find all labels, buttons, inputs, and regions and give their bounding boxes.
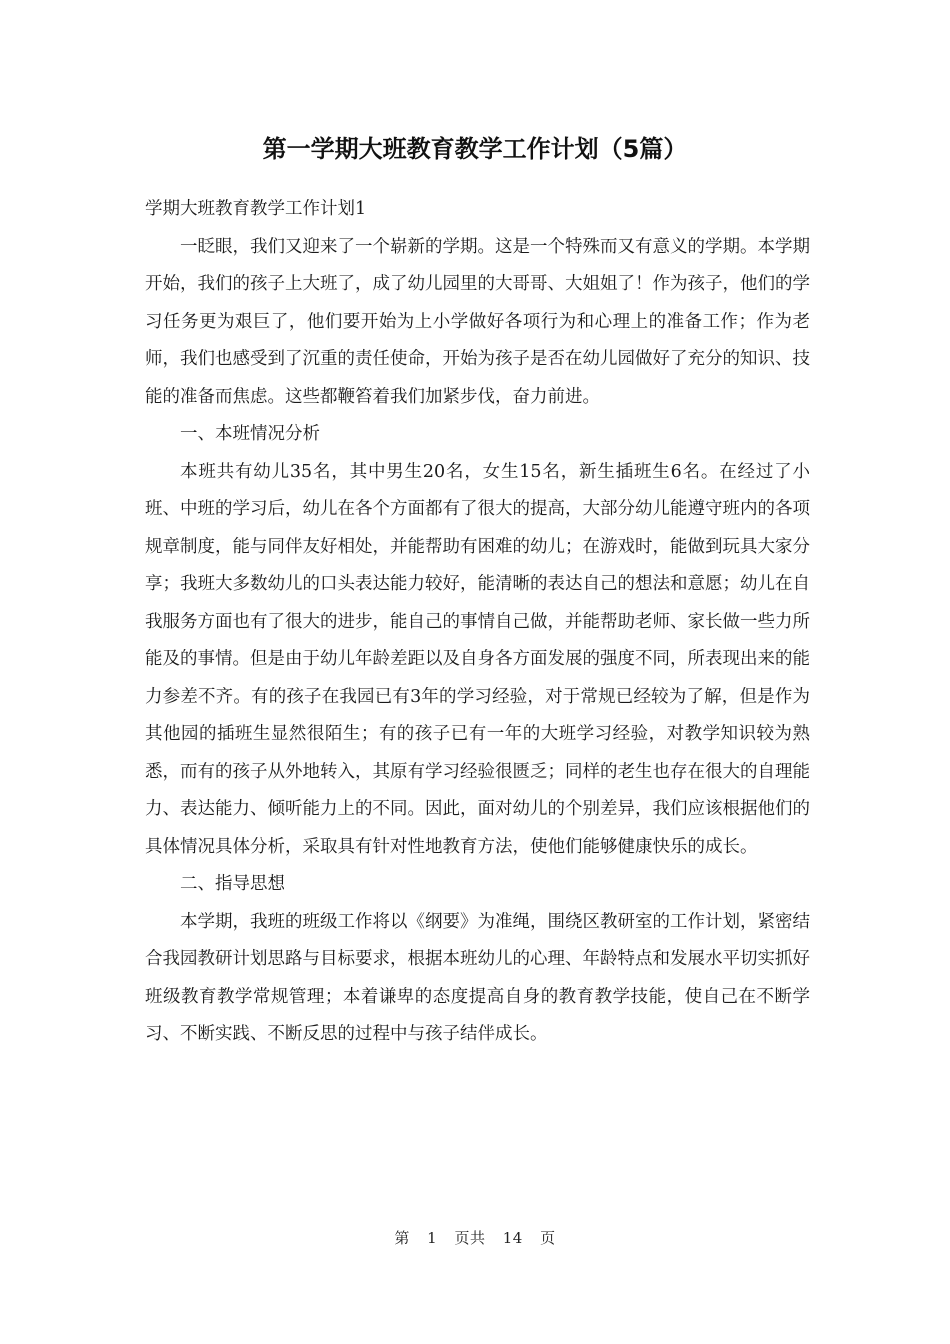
heading-class-analysis: 一、本班情况分析 [180, 424, 320, 444]
paragraph-guiding-thought: 本学期，我班的班级工作将以《纲要》为准绳，围绕区教研室的工作计划，紧密结合我园教研计划思路与目标要求，根据本班幼儿的心理、年龄特点和发展水平切实抓好班级教育教学常规管理；本着谦卑的态度提高自身的教育教学技能，使自己在不断学习、不断实践、不断反思的过程中与孩子结伴成长。 [145, 911, 810, 1044]
document-title: 第一学期大班教育教学工作计划（5篇） [262, 135, 688, 163]
heading-guiding-thought: 二、指导思想 [180, 874, 285, 894]
document-body [145, 191, 810, 1054]
section-subtitle: 学期大班教育教学工作计划1 [145, 199, 367, 219]
paragraph-intro: 一眨眼，我们又迎来了一个崭新的学期。这是一个特殊而又有意义的学期。本学期开始，我们的孩子上大班了，成了幼儿园里的大哥哥、大姐姐了！作为孩子，他们的学习任务更为艰巨了，他们要开始为上小学做好各项行为和心理上的准备工作；作为老师，我们也感受到了沉重的责任使命，开始为孩子是否在幼儿园做好了充分的知识、技能的准备而焦虑。这些都鞭笞着我们加紧步伐，奋力前进。 [145, 236, 810, 407]
page-footer [0, 1227, 950, 1249]
footer-total-pages: 14 [502, 1229, 523, 1247]
footer-suffix: 页 [540, 1229, 556, 1247]
footer-page-number: 1 [427, 1229, 438, 1247]
footer-prefix: 第 [394, 1229, 410, 1247]
paragraph-class-analysis: 本班共有幼儿35名，其中男生20名，女生15名，新生插班生6名。在经过了小班、中班的学习后，幼儿在各个方面都有了很大的提高，大部分幼儿能遵守班内的各项规章制度，能与同伴友好相处，并能帮助有困难的幼儿；在游戏时，能做到玩具大家分享；我班大多数幼儿的口头表达能力较好，能清晰的表达自己的想法和意愿；幼儿在自我服务方面也有了很大的进步，能自己的事情自己做，并能帮助老师、家长做一些力所能及的事情。但是由于幼儿年龄差距以及自身各方面发展的强度不同，所表现出来的能力参差不齐。有的孩子在我园已有3年的学习经验，对于常规已经较为了解，但是作为其他园的插班生显然很陌生；有的孩子已有一年的大班学习经验，对教学知识较为熟悉，而有的孩子从外地转入，其原有学习经验很匮乏；同样的老生也存在很大的自理能力、表达能力、倾听能力上的不同。因此，面对幼儿的个别差异，我们应该根据他们的具体情况具体分析，采取具有针对性地教育方法，使他们能够健康快乐的成长。 [145, 461, 810, 857]
footer-middle: 页共 [454, 1229, 486, 1247]
